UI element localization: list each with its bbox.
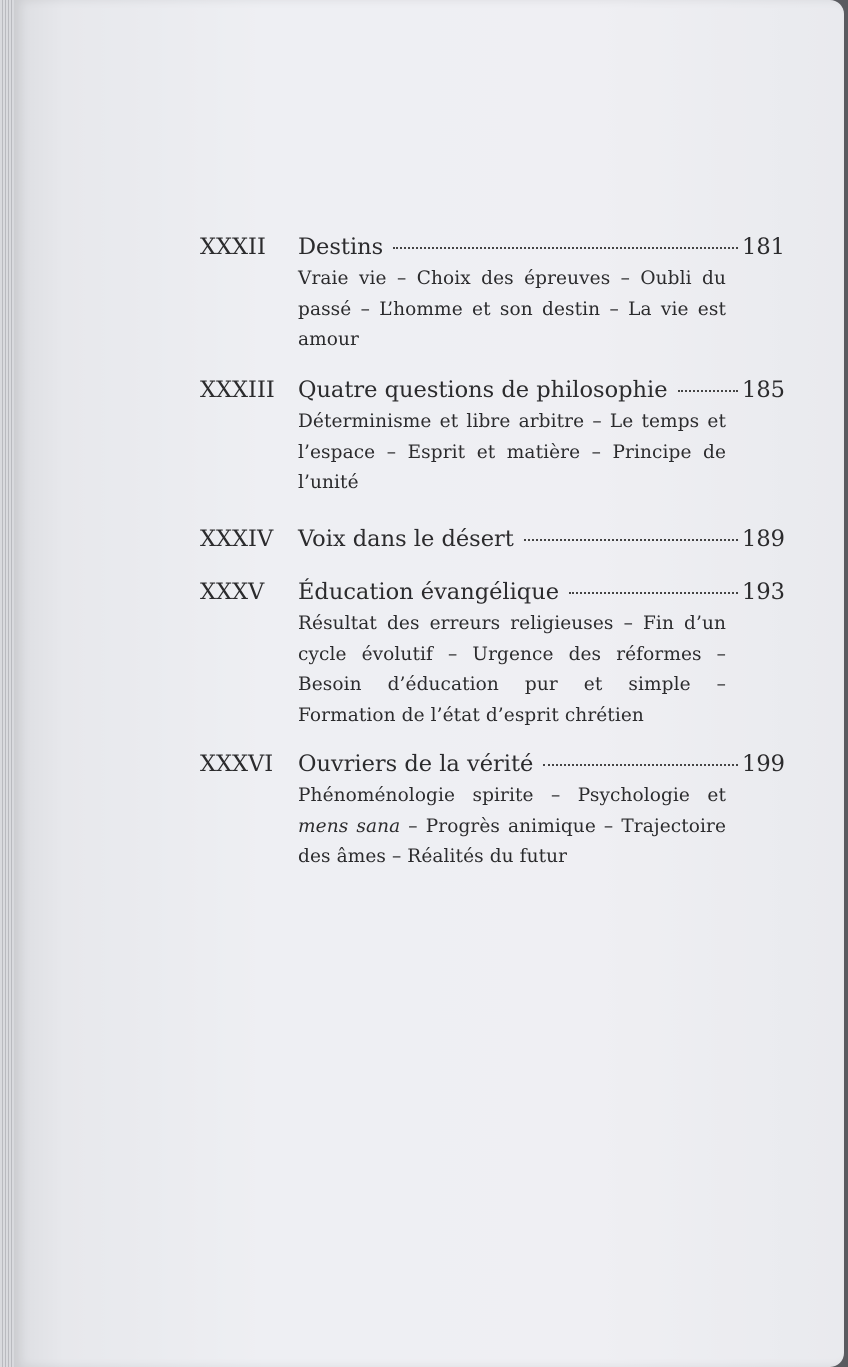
chapter-title: Ouvriers de la vérité bbox=[298, 751, 534, 777]
dot-leader bbox=[678, 390, 738, 392]
description-text-before: Phénoménologie spirite – Psychologie et bbox=[298, 785, 726, 806]
dot-leader bbox=[543, 764, 738, 766]
toc-entry-xxxv bbox=[200, 575, 785, 731]
chapter-title: Quatre questions de philosophie bbox=[298, 377, 668, 403]
page-number: 199 bbox=[742, 751, 785, 777]
toc-entry-heading bbox=[200, 230, 785, 264]
chapter-numeral: XXXVI bbox=[200, 751, 274, 777]
chapter-description: Déterminisme et libre arbitre – Le temps et l’espace – Esprit et matière – Principe de l’unité bbox=[298, 411, 726, 493]
toc-entry-xxxii bbox=[200, 230, 785, 356]
chapter-description: Vraie vie – Choix des épreuves – Oubli du passé – L’homme et son destin – La vie est amour bbox=[298, 268, 726, 350]
toc-entry-xxxiv bbox=[200, 522, 785, 556]
chapter-numeral: XXXIV bbox=[200, 526, 274, 552]
page-number: 185 bbox=[742, 377, 785, 403]
chapter-numeral: XXXIII bbox=[200, 377, 275, 403]
chapter-numeral: XXXII bbox=[200, 234, 266, 260]
dot-leader bbox=[524, 539, 738, 541]
dot-leader bbox=[393, 247, 738, 249]
chapter-description: Résultat des erreurs religieuses – Fin d’un cycle évolutif – Urgence des réformes – Besoin d’éducation pur et simple – Formation de l’état d’esprit chrétien bbox=[298, 613, 726, 726]
page-number: 189 bbox=[742, 526, 785, 552]
toc-entry-heading bbox=[200, 747, 785, 781]
dot-leader bbox=[569, 592, 738, 594]
chapter-title: Éducation évangélique bbox=[298, 579, 560, 605]
toc-entry-heading bbox=[200, 373, 785, 407]
page-number: 181 bbox=[742, 234, 785, 260]
description-text-after: – Progrès animique – Trajectoire des âmes – Réalités du futur bbox=[298, 815, 726, 867]
chapter-title: Voix dans le désert bbox=[298, 526, 514, 552]
toc-entry-xxxvi bbox=[200, 747, 785, 873]
page-number: 193 bbox=[742, 579, 785, 605]
chapter-title: Destins bbox=[298, 234, 384, 260]
description-italic-text: mens sana bbox=[298, 815, 401, 837]
toc-entry-heading bbox=[200, 575, 785, 609]
toc-entry-xxxiii bbox=[200, 373, 785, 499]
chapter-numeral: XXXV bbox=[200, 579, 265, 605]
chapter-description bbox=[298, 781, 726, 873]
toc-entry-heading bbox=[200, 522, 785, 556]
